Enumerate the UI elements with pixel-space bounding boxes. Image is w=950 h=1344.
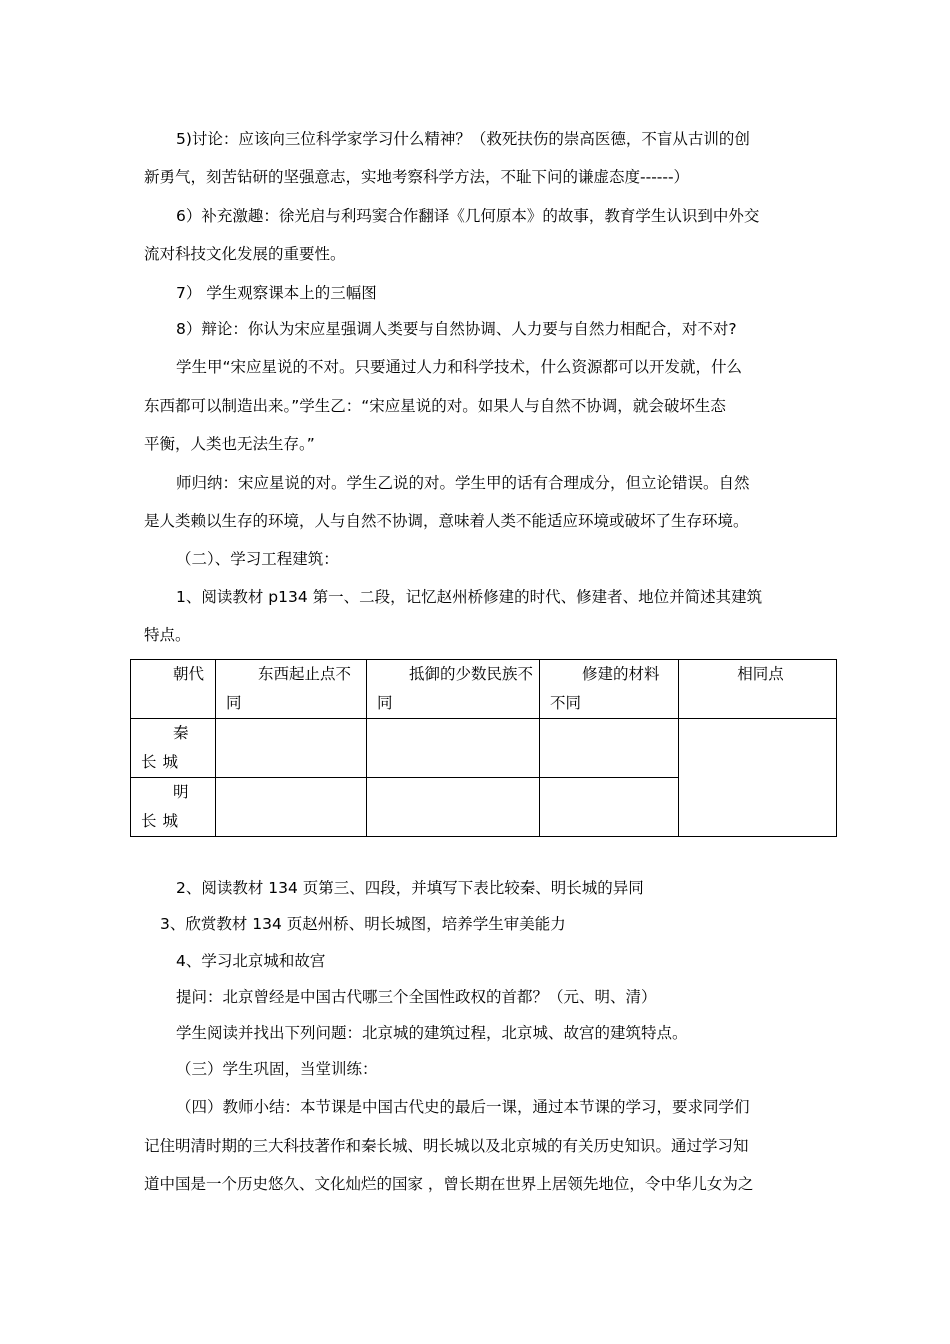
table-cell: [216, 719, 367, 778]
table-cell: [367, 778, 540, 837]
paragraph-line: 4、学习北京城和故宫: [176, 952, 326, 970]
paragraph-line: 5)讨论：应该向三位科学家学习什么精神？（救死扶伤的崇高医德，不盲从古训的创: [176, 130, 750, 148]
paragraph-line: 是人类赖以生存的环境，人与自然不协调，意味着人类不能适应环境或破坏了生存环境。: [144, 512, 749, 530]
paragraph-line: 特点。: [144, 626, 191, 644]
paragraph-line: 新勇气，刻苦钻研的坚强意志，实地考察科学方法，不耻下问的谦虚态度------）: [144, 168, 690, 186]
paragraph-line: 8）辩论：你认为宋应星强调人类要与自然协调、人力要与自然力相配合，对不对?: [176, 320, 737, 338]
paragraph-line: 记住明清时期的三大科技著作和秦长城、明长城以及北京城的有关历史知识。通过学习知: [144, 1137, 749, 1155]
great-wall-comparison-table: [130, 659, 837, 837]
table-header-cell: 东西起止点不同: [216, 660, 367, 719]
paragraph-line: 学生甲“宋应星说的不对。只要通过人力和科学技术，什么资源都可以开发就，什么: [176, 358, 743, 376]
paragraph-line: 2、阅读教材 134 页第三、四段，并填写下表比较秦、明长城的异同: [176, 879, 644, 897]
paragraph-line: （四）教师小结：本节课是中国古代史的最后一课，通过本节课的学习，要求同学们: [176, 1098, 750, 1116]
paragraph-line: 东西都可以制造出来。”学生乙：“宋应星说的对。如果人与自然不协调，就会破坏生态: [144, 397, 726, 415]
table-row: [131, 719, 837, 778]
paragraph-line: 师归纳：宋应星说的对。学生乙说的对。学生甲的话有合理成分，但立论错误。自然: [176, 474, 750, 492]
paragraph-line: 提问：北京曾经是中国古代哪三个全国性政权的首都？（元、明、清）: [176, 988, 657, 1006]
table-row-label: 明长城: [131, 778, 216, 837]
paragraph-line: 流对科技文化发展的重要性。: [144, 245, 346, 263]
table-cell: [540, 778, 679, 837]
paragraph-line: 3、欣赏教材 134 页赵州桥、明长城图，培养学生审美能力: [160, 915, 566, 933]
section-heading: （二）、学习工程建筑：: [176, 550, 339, 568]
table-cell: [367, 719, 540, 778]
table-cell: [216, 778, 367, 837]
table-header-cell: 朝代: [131, 660, 216, 719]
paragraph-line: 7） 学生观察课本上的三幅图: [176, 284, 377, 302]
table-header-row: [131, 660, 837, 719]
paragraph-line: 1、阅读教材 p134 第一、二段，记忆赵州桥修建的时代、修建者、地位并简述其建筑: [176, 588, 763, 606]
paragraph-line: 学生阅读并找出下列问题：北京城的建筑过程，北京城、故宫的建筑特点。: [176, 1024, 688, 1042]
table-header-cell: 抵御的少数民族不同: [367, 660, 540, 719]
paragraph-line: 6）补充激趣：徐光启与利玛窦合作翻译《几何原本》的故事，教育学生认识到中外交: [176, 207, 760, 225]
table-header-cell: 相同点: [679, 660, 837, 719]
table-cell-common: [679, 719, 837, 837]
table-header-cell: 修建的材料不同: [540, 660, 679, 719]
section-heading: （三）学生巩固，当堂训练：: [176, 1060, 378, 1078]
table-cell: [540, 719, 679, 778]
paragraph-line: 平衡，人类也无法生存。”: [144, 435, 315, 453]
table-row-label: 秦长城: [131, 719, 216, 778]
paragraph-line: 道中国是一个历史悠久、文化灿烂的国家 ，曾长期在世界上居领先地位，令中华儿女为之: [144, 1175, 754, 1193]
